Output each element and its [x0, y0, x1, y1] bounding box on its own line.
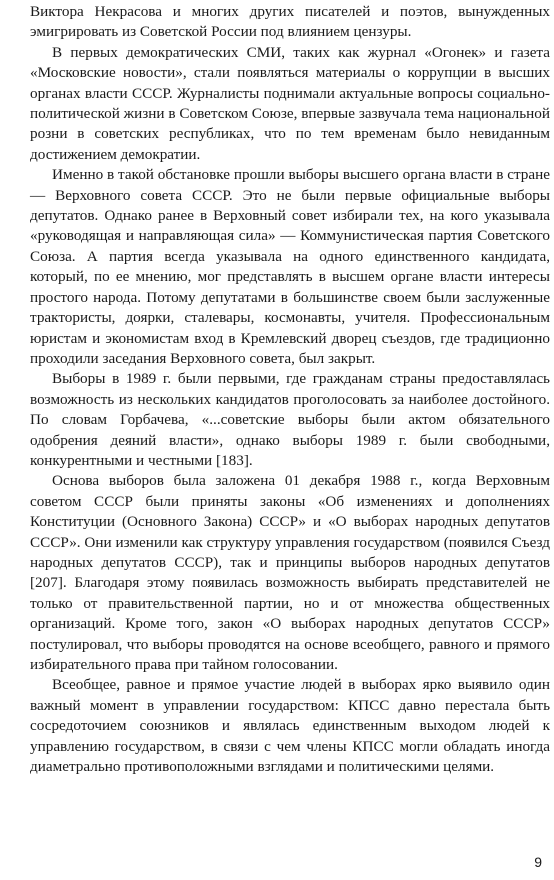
paragraph-elections-context: Именно в такой обстановке прошли выборы высшего органа власти в стране — Верховного совета СССР. Это не были первые официальные выборы депутатов. Однако ранее в Верховный совет избирали тех, на кого указывала «руководящая и направляющая сила» — Коммунистическая партия Советского Союза. А партия всегда указывала на одного единственного кандидата, который, по ее мнению, мог представлять в высшем органе власти интересы простого народа. Потому депутатами в большинстве своем были заслуженные трактористы, доярки, сталевары, космонавты, учителя. Профессиональным юристам и экономистам вход в Кремлевский дворец съездов, где традиционно проходили заседания Верховного совета, был закрыт.: [30, 166, 550, 367]
page-number: 9: [534, 854, 542, 870]
paragraph-1989-elections: Выборы в 1989 г. были первыми, где гражданам страны предоставлялась возможность из нескольких кандидатов проголосовать за наиболее достойного. По словам Горбачева, «...советские выборы были актом обязательного одобрения деяний власти», однако выборы 1989 г. были свободными, конкурентными и честными [183].: [30, 370, 550, 469]
paragraph-electoral-law: Основа выборов была заложена 01 декабря 1988 г., когда Верховным советом СССР были приняты законы «Об изменениях и дополнениях Конституции (Основного Закона) СССР» и «О выборах народных депутатов СССР». Они изменили как структуру управления государством (появился Съезд народных депутатов СССР), так и принципы выборов народных депутатов [207]. Благодаря этому появилась возможность выбирать представителей не только от правительственной партии, но и от множества общественных организаций. Кроме того, закон «О выборах народных депутатов СССР» постулировал, что выборы проводятся на основе всеобщего, равного и прямого избирательного права при тайном голосовании.: [30, 472, 550, 673]
body-text: [30, 2, 550, 777]
paragraph-universal-suffrage: Всеобщее, равное и прямое участие людей в выборах ярко выявило один важный момент в управлении государством: КПСС давно перестала быть сосредоточием союзников и являлась единственным выходом людей к управлению государством, в связи с чем члены КПСС могли обладать иногда диаметрально противоположными взглядами и политическими целями.: [30, 676, 550, 776]
paragraph-continuation: Виктора Некрасова и многих других писателей и поэтов, вынужденных эмигрировать из Советской России под влиянием цензуры.: [30, 3, 550, 41]
paragraph-media: В первых демократических СМИ, таких как журнал «Огонек» и газета «Московские новости», стали появляться материалы о коррупции в высших органах власти СССР. Журналисты поднимали актуальные вопросы социально-политической жизни в Советском Союзе, впервые зазвучала тема национальной розни в советских республиках, что по тем временам было невиданным достижением демократии.: [30, 43, 550, 163]
